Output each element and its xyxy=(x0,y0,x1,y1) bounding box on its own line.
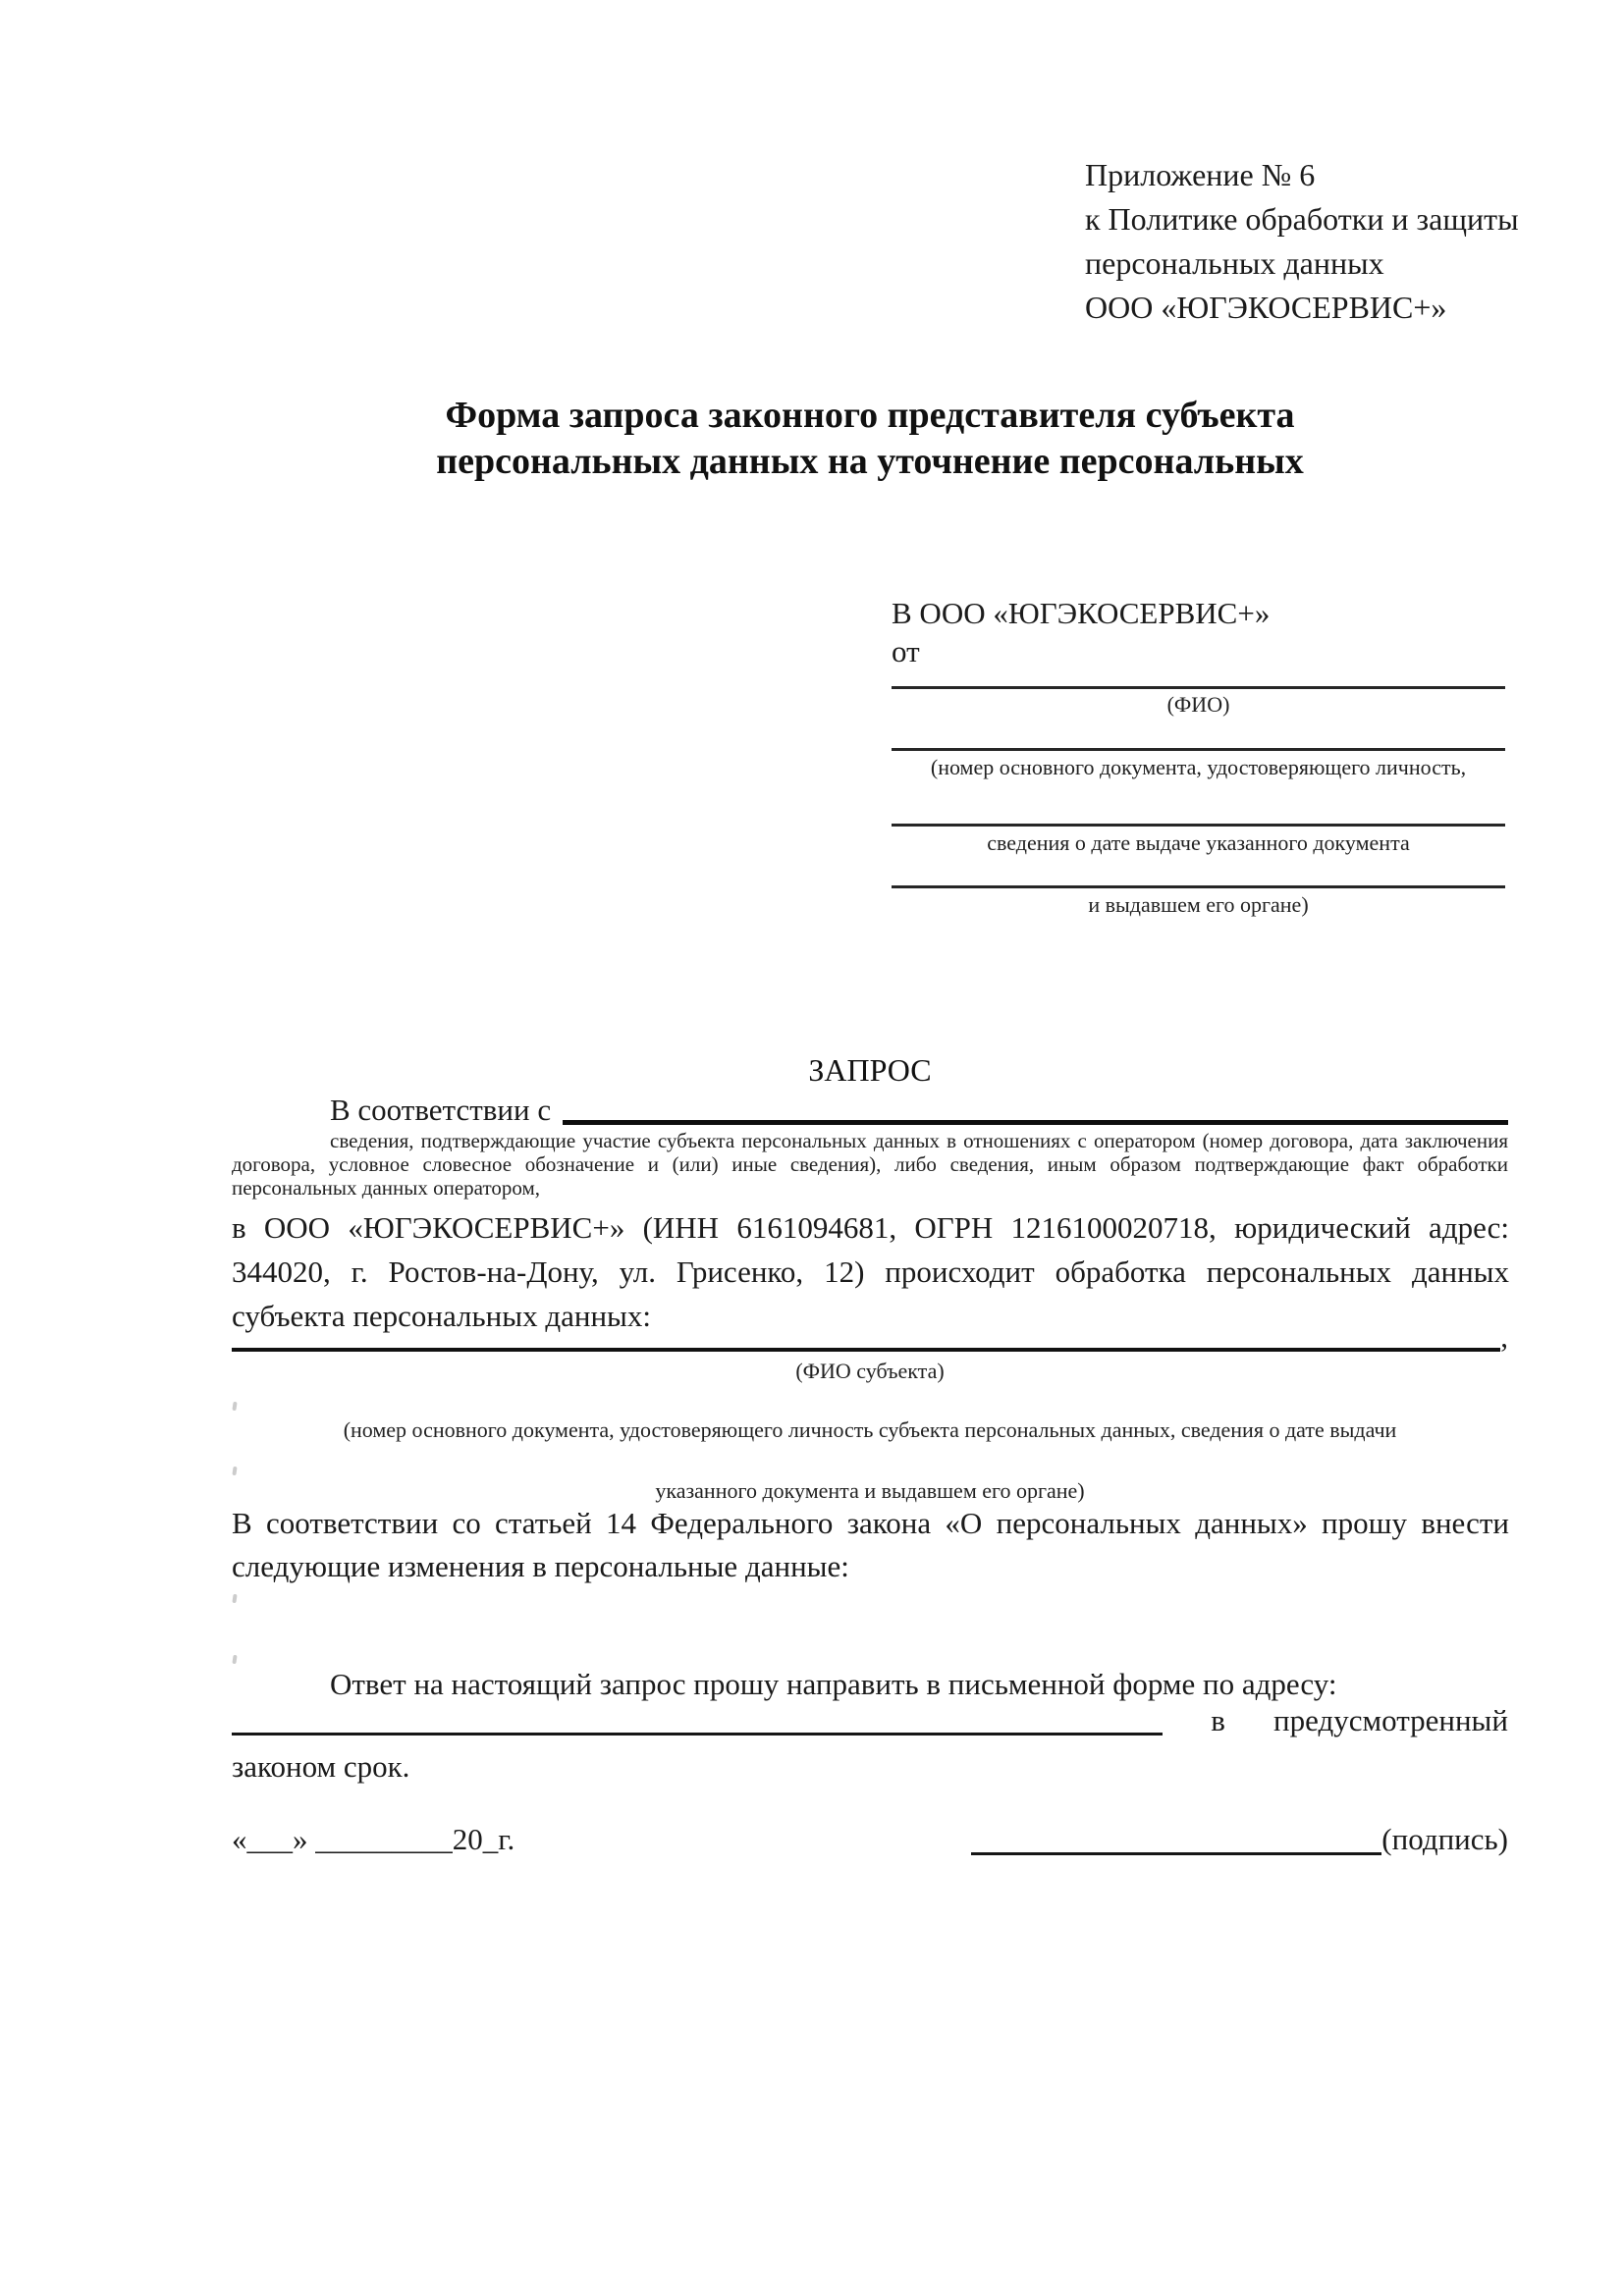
page-title-line: персональных данных на уточнение персональных xyxy=(436,441,1304,482)
scan-artifact-mark xyxy=(232,1655,237,1664)
subject-document-caption-line2: указанного документа и выдавшем его органе) xyxy=(655,1478,1085,1503)
address-blank-field xyxy=(232,1733,1163,1735)
signature-caption: (подпись) xyxy=(1381,1822,1508,1856)
appendix-line: к Политике обработки и защиты xyxy=(1085,201,1519,237)
date-blank-line: «___» _________20_г. xyxy=(232,1822,515,1856)
scan-artifact-mark xyxy=(232,1467,237,1475)
subject-fio-blank-field xyxy=(232,1348,1500,1352)
operator-paragraph: в ООО «ЮГЭКОСЕРВИС+» (ИНН 6161094681, ОГРН 1216100020718, юридический адрес: 344020, г. Ростов-на-Дону, ул. Грисенко, 12) происходит обработка персональных данных субъекта персональных данных: xyxy=(232,1210,1509,1333)
subject-document-caption-line1: (номер основного документа, удостоверяющего личность субъекта персональных данных, сведения о дате выдачи xyxy=(343,1417,1397,1442)
answer-address-line xyxy=(232,1705,1508,1738)
basis-blank-field xyxy=(563,1092,1508,1125)
addressee-to: В ООО «ЮГЭКОСЕРВИС+» xyxy=(892,596,1271,630)
appendix-line: ООО «ЮГЭКОСЕРВИС+» xyxy=(1085,290,1447,325)
request-heading: ЗАПРОС xyxy=(808,1052,932,1088)
date-signature-row xyxy=(232,1820,1508,1859)
intro-prefix-text: В соответствии с xyxy=(330,1093,552,1127)
subject-line-comma: , xyxy=(1500,1319,1508,1354)
appendix-line: персональных данных xyxy=(1085,245,1384,281)
issue-date-blank-field xyxy=(892,824,1505,827)
document-number-blank-field xyxy=(892,748,1505,751)
answer-word-in: в xyxy=(1211,1703,1225,1737)
subject-fio-caption: (ФИО субъекта) xyxy=(795,1359,945,1383)
appendix-block xyxy=(1085,153,1537,330)
subject-line xyxy=(232,1321,1508,1355)
appendix-line: Приложение № 6 xyxy=(1085,157,1316,192)
answer-word-term: предусмотренный xyxy=(1273,1703,1508,1737)
fio-caption: (ФИО) xyxy=(1166,692,1230,717)
issue-date-caption: сведения о дате выдаче указанного документа xyxy=(987,830,1410,855)
page-title-line: Форма запроса законного представителя субъекта xyxy=(445,395,1295,436)
issuing-authority-blank-field xyxy=(892,885,1505,888)
law-paragraph: В соответствии со статьей 14 Федерального закона «О персональных данных» прошу внести следующие изменения в персональные данные: xyxy=(232,1506,1509,1583)
document-number-caption: (номер основного документа, удостоверяющего личность, xyxy=(930,755,1467,779)
signature-group xyxy=(971,1820,1508,1859)
page-title xyxy=(232,393,1508,485)
issuing-authority-caption: и выдавшем его органе) xyxy=(1088,892,1309,917)
signature-blank-field xyxy=(971,1852,1381,1855)
answer-closing-text: законом срок. xyxy=(232,1749,410,1784)
scan-artifact-mark xyxy=(232,1402,237,1411)
fio-blank-field xyxy=(892,686,1505,689)
basis-footnote: сведения, подтверждающие участие субъекта персональных данных в отношениях с оператором (номер договора, дата заключения договора, условное словесное обозначение и (или) иные сведения), либо сведения, иным образом подтверждающие факт обработки персональных данных оператором, xyxy=(232,1129,1508,1200)
addressee-from: от xyxy=(892,634,920,668)
intro-line xyxy=(232,1092,1508,1129)
answer-intro-text: Ответ на настоящий запрос прошу направить в письменной форме по адресу: xyxy=(330,1667,1337,1701)
scan-artifact-mark xyxy=(232,1594,237,1603)
